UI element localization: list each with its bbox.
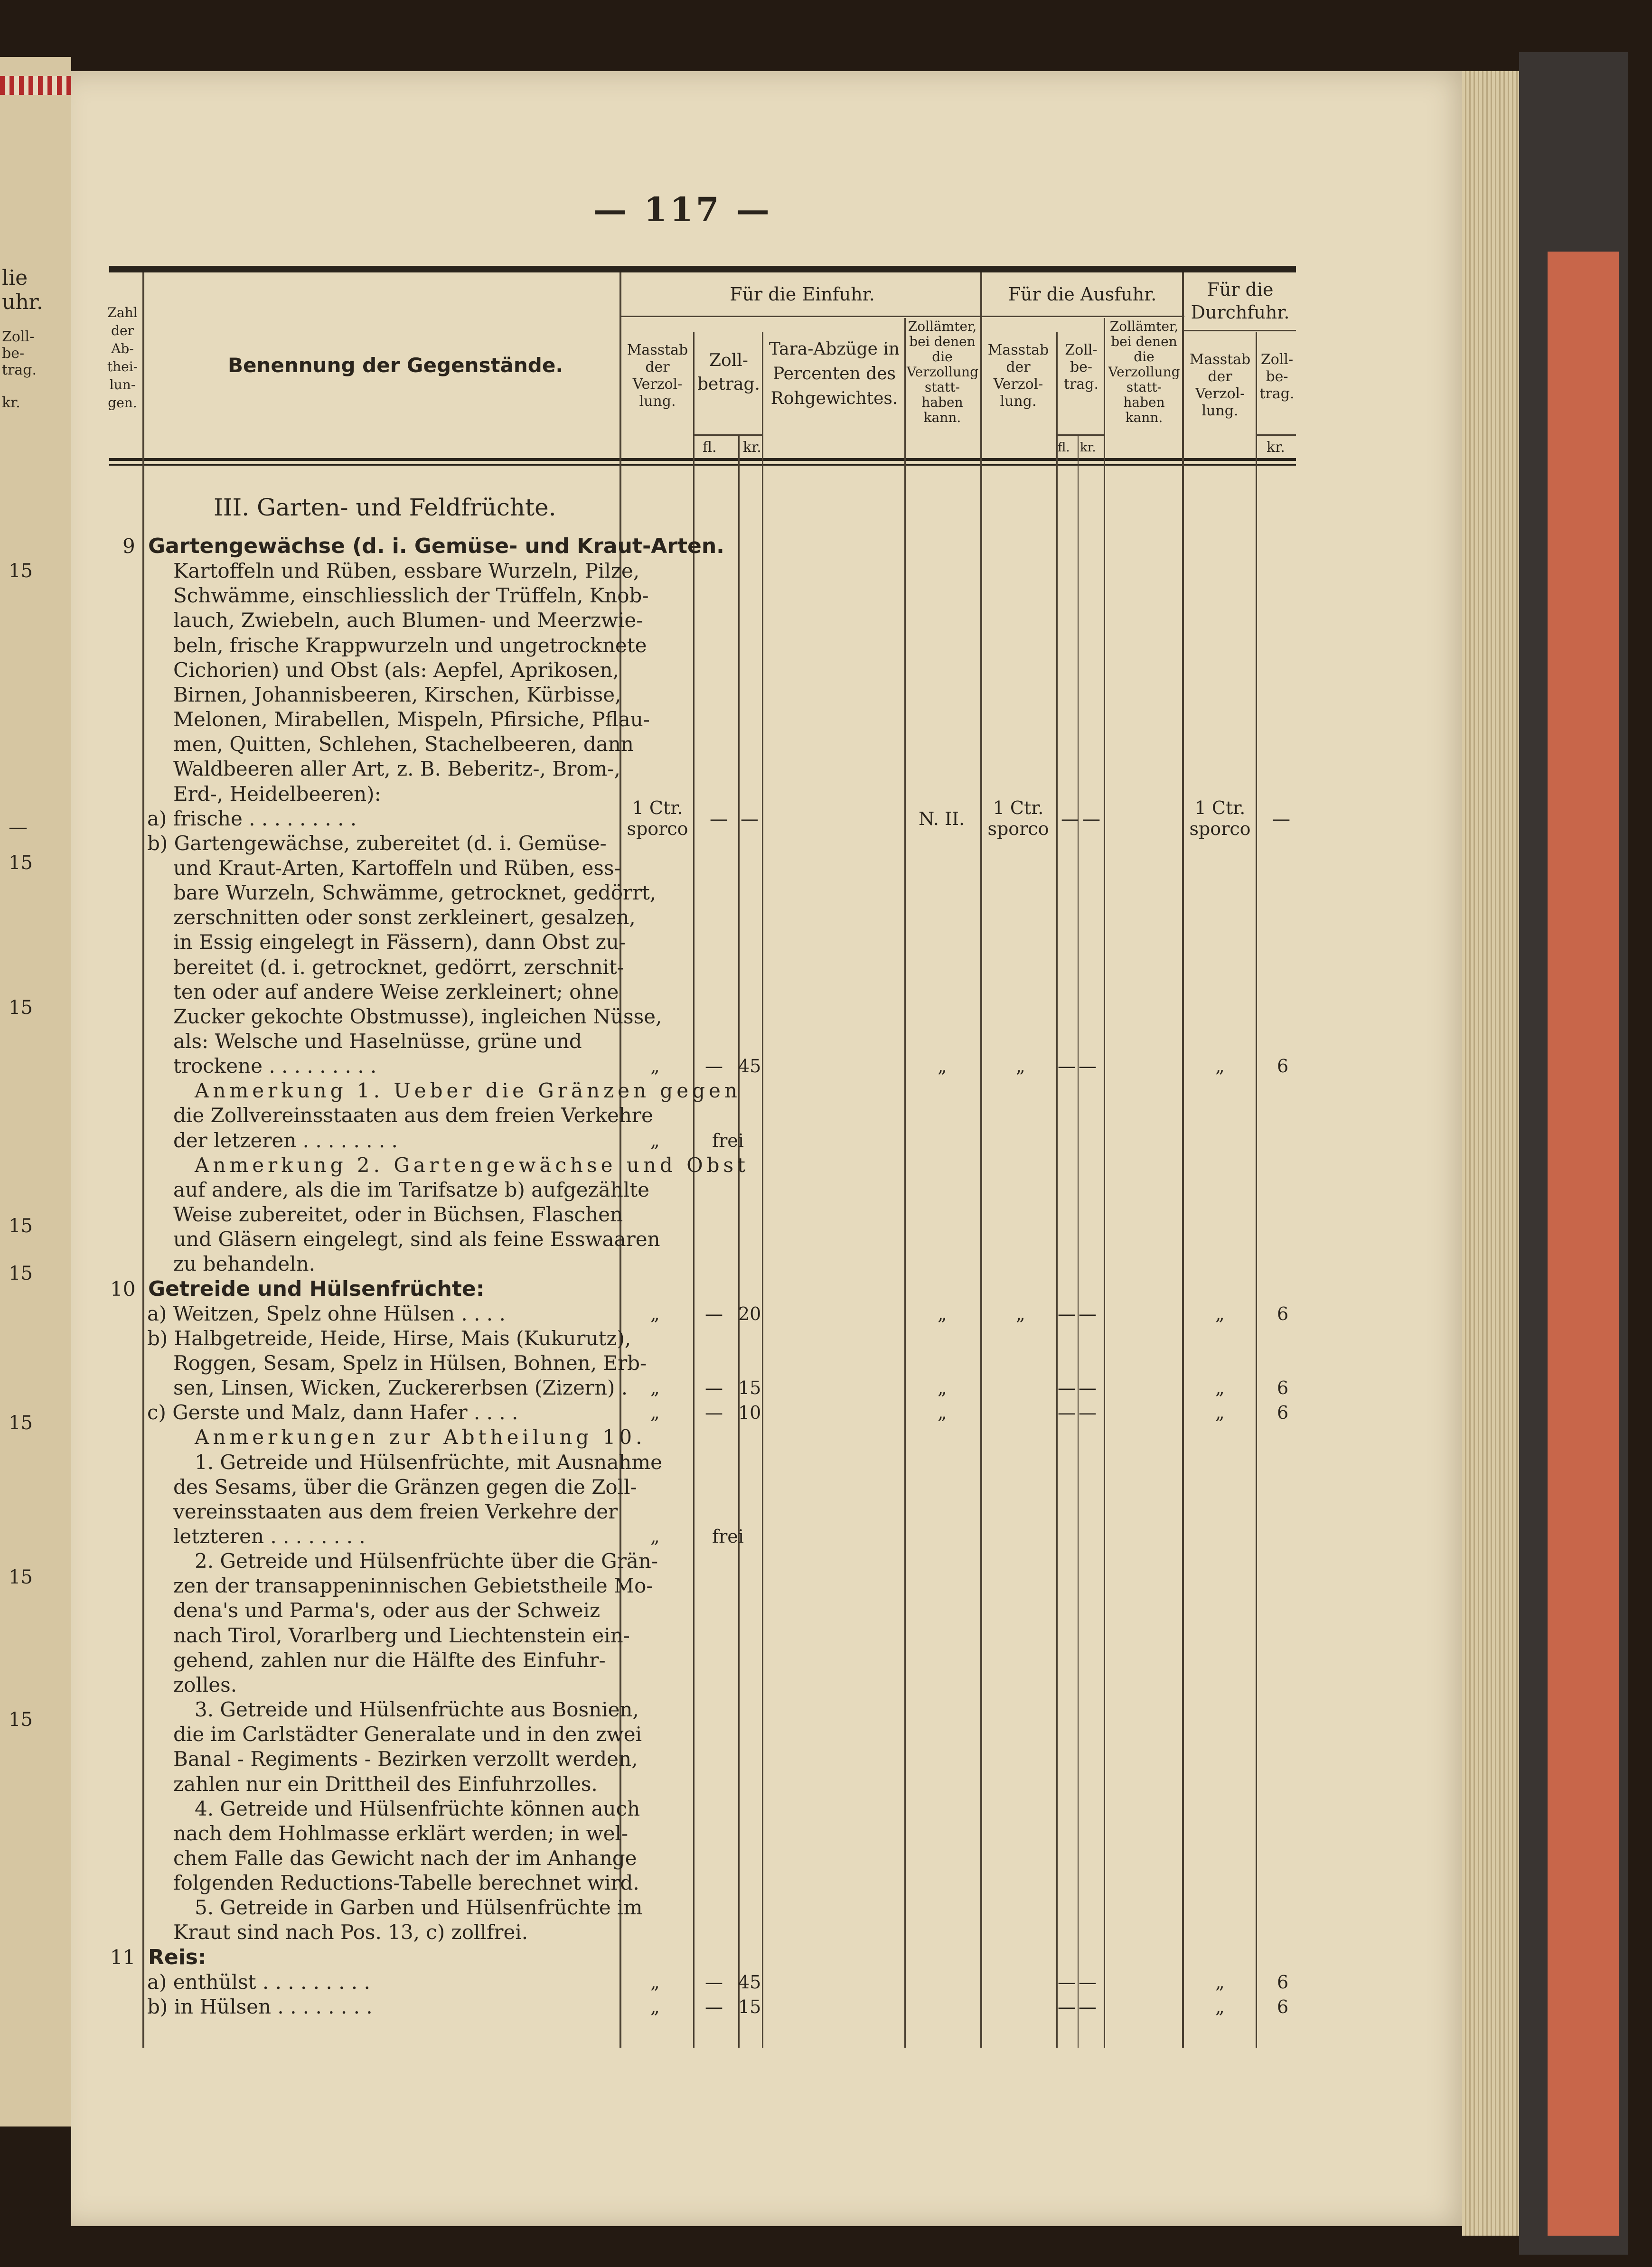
table-cell: — [1079, 1056, 1097, 1077]
header-zollbetrag: Zoll-betrag. [697, 351, 760, 394]
table-cell: — [1079, 1971, 1097, 1993]
text-line: Getreide und Hülsenfrüchte: [148, 1276, 485, 1301]
table-cell: — [705, 1971, 723, 1993]
flkr-rule [1256, 434, 1296, 436]
text-line: vereinsstaaten aus dem freien Verkehre der [173, 1499, 618, 1523]
top-rule [109, 266, 1296, 272]
left-value: 15 [9, 560, 33, 582]
text-line: der letzeren . . . . . . . . [173, 1128, 398, 1152]
header-zollaemter: Zollämter, bei denen die Verzollung statt-haben kann. [907, 319, 979, 425]
text-line: Melonen, Mirabellen, Mispeln, Pfirsiche, Pflau- [173, 708, 650, 731]
table-cell: „ [938, 1056, 947, 1077]
text-line: folgenden Reductions-Tabelle berechnet wird. [173, 1871, 639, 1895]
flkr-rule [1056, 434, 1105, 436]
text-line: zahlen nur ein Drittheil des Einfuhrzolles. [173, 1772, 598, 1796]
left-value: 15 [9, 852, 33, 874]
einfuhr-ausfuhr-rule [620, 316, 1184, 317]
ausfuhr-masstab [983, 797, 1054, 839]
value-ctr: 1 Ctr. [1194, 797, 1246, 818]
table-cell: — [1079, 1996, 1097, 2017]
text-line: Anmerkung 1. Ueber die Gränzen gegen [195, 1079, 741, 1103]
table-cell: — [1058, 1971, 1076, 1993]
text-line: bereitet (d. i. getrocknet, gedörrt, zerschnit- [173, 955, 624, 979]
table-cell: 6 [1277, 1402, 1289, 1424]
col-rule [1056, 332, 1058, 2048]
table-cell: — [1058, 1996, 1076, 2017]
table-cell: 6 [1277, 1996, 1289, 2017]
table-cell: „ [1215, 1377, 1225, 1399]
table-cell: „ [650, 1303, 660, 1324]
header-zollaemter-ausfuhr: Zollämter, bei denen die Verzollung statt-haben kann. [1108, 319, 1180, 425]
left-value: 15 [9, 1263, 33, 1284]
table-cell: „ [650, 1377, 660, 1399]
text-line: b) Gartengewächse, zubereitet (d. i. Gemüse- [147, 831, 607, 855]
text-line: a) frische . . . . . . . . . [147, 806, 357, 830]
table-cell: — [1058, 1377, 1076, 1399]
col-rule [738, 434, 740, 2048]
table-cell: frei [712, 1526, 744, 1547]
header-bottom-rule [109, 458, 1296, 461]
text-line: Birnen, Johannisbeeren, Kirschen, Kürbisse, [173, 683, 621, 706]
header-zollbetrag-durchfuhr: Zoll-be-trag. [1259, 351, 1295, 402]
table-cell: 15 [738, 1377, 761, 1399]
col-rule [142, 272, 144, 2048]
text-line: Anmerkungen zur Abtheilung 10. [195, 1425, 646, 1449]
section-number: 11 [110, 1945, 136, 1969]
header-benennung: Benennung der Gegenstände. [228, 354, 563, 377]
table-cell: „ [650, 1402, 660, 1424]
table-cell: 10 [738, 1402, 761, 1424]
table-cell: 45 [738, 1056, 761, 1077]
table-cell: „ [650, 1996, 660, 2017]
page-number: — 117 — [593, 190, 772, 229]
text-line: auf andere, als die im Tarifsatze b) aufgezählte [173, 1178, 649, 1201]
table-cell: „ [1215, 1303, 1225, 1324]
col-rule [1256, 332, 1257, 2048]
text-line: nach Tirol, Vorarlberg und Liechtenstein ein- [173, 1623, 630, 1647]
text-line: sen, Linsen, Wicken, Zuckererbsen (Zizern) . [173, 1376, 628, 1400]
text-line: die Zollvereinsstaaten aus dem freien Verkehre [173, 1104, 653, 1127]
table-cell: — [705, 1996, 723, 2017]
text-line: Banal - Regiments - Bezirken verzollt werden, [173, 1747, 638, 1771]
header-fl: fl. [1058, 440, 1070, 455]
text-line: bare Wurzeln, Schwämme, getrocknet, gedörrt, [173, 881, 657, 905]
header-kr: kr. [1080, 440, 1096, 455]
table-cell: „ [1016, 1056, 1025, 1077]
table-cell: — [1272, 808, 1290, 829]
text-line: trockene . . . . . . . . . [173, 1054, 377, 1078]
text-line: lauch, Zwiebeln, auch Blumen- und Meerzwie- [173, 609, 643, 632]
text-line: Kartoffeln und Rüben, essbare Wurzeln, Pilze, [173, 559, 640, 583]
text-line: dena's und Parma's, oder aus der Schweiz [173, 1599, 601, 1622]
section-number: 9 [122, 534, 135, 558]
text-line: Schwämme, einschliesslich der Trüffeln, Knob- [173, 584, 649, 608]
durchfuhr-rule [1182, 330, 1296, 331]
left-value: 15 [9, 1566, 33, 1588]
table-cell: 6 [1277, 1377, 1289, 1399]
text-line: men, Quitten, Schlehen, Stachelbeeren, dann [173, 732, 634, 756]
text-line: beln, frische Krappwurzeln und ungetrocknete [173, 633, 647, 657]
table-cell: — [741, 808, 759, 829]
header-masstab-ausfuhr: Masstab der Verzol-lung. [987, 342, 1049, 410]
table-cell: 6 [1277, 1971, 1289, 1993]
left-header-line: be- [2, 345, 25, 362]
table-cell: „ [938, 1402, 947, 1424]
table-cell: — [710, 808, 728, 829]
left-value: — [9, 816, 28, 838]
text-line: Anmerkung 2. Gartengewächse und Obst [195, 1153, 749, 1177]
text-line: zerschnitten oder sonst zerkleinert, gesalzen, [173, 906, 636, 929]
text-line: und Gläsern eingelegt, sind als feine Esswaaren [173, 1227, 660, 1251]
text-line: Waldbeeren aller Art, z. B. Beberitz-, Brom-, [173, 757, 620, 781]
flkr-rule [693, 434, 763, 436]
text-line: 4. Getreide und Hülsenfrüchte können auch [195, 1797, 640, 1820]
left-header-line: kr. [2, 394, 20, 411]
col-rule [1182, 272, 1184, 2048]
table-cell: „ [938, 1377, 947, 1399]
table-cell: — [705, 1056, 723, 1077]
durchfuhr-masstab [1184, 797, 1256, 839]
table-cell: 15 [738, 1996, 761, 2017]
text-line: als: Welsche und Haselnüsse, grüne und [173, 1030, 582, 1053]
text-line: Erd-, Heidelbeeren): [173, 782, 381, 806]
header-tara: Tara-Abzüge in Percenten des Rohgewichtes. [769, 339, 900, 408]
left-value: 15 [9, 1412, 33, 1434]
table-cell: „ [650, 1526, 660, 1547]
col-rule [904, 318, 906, 2048]
text-line: 1. Getreide und Hülsenfrüchte, mit Ausnahme [195, 1450, 662, 1474]
text-line: Zucker gekochte Obstmusse), ingleichen Nüsse, [173, 1004, 662, 1028]
book-cover-red [1548, 252, 1619, 2236]
table-cell: — [1058, 1402, 1076, 1424]
table-cell: „ [650, 1130, 660, 1151]
text-line: b) in Hülsen . . . . . . . . [147, 1995, 373, 2018]
header-kr: kr. [1267, 439, 1285, 456]
table-cell: „ [650, 1056, 660, 1077]
text-line: 2. Getreide und Hülsenfrüchte über die Grän- [195, 1549, 658, 1573]
left-value: 15 [9, 1709, 33, 1731]
col-rule [762, 332, 763, 2048]
header-zollbetrag-ausfuhr: Zoll-be-trag. [1063, 342, 1099, 393]
table-cell: 6 [1277, 1303, 1289, 1324]
header-durchfuhr: Für die Durchfuhr. [1191, 279, 1290, 323]
section-number: 10 [110, 1277, 136, 1301]
text-line: zu behandeln. [173, 1252, 315, 1276]
header-masstab-durchfuhr: Masstab der Verzol-lung. [1189, 351, 1251, 419]
text-line: Roggen, Sesam, Spelz in Hülsen, Bohnen, Erb- [173, 1351, 647, 1375]
table-cell: „ [1215, 1996, 1225, 2017]
table-cell: „ [938, 1303, 947, 1324]
text-line: gehend, zahlen nur die Hälfte des Einfuhr- [173, 1648, 606, 1672]
text-line: Cichorien) und Obst (als: Aepfel, Aprikosen, [173, 658, 619, 682]
text-line: des Sesams, über die Gränzen gegen die Zoll- [173, 1475, 637, 1499]
left-value: 15 [9, 997, 33, 1019]
table-cell: — [705, 1377, 723, 1399]
table-cell: — [1061, 808, 1079, 829]
text-line: die im Carlstädter Generalate und in den zwei [173, 1723, 642, 1746]
col-rule [693, 332, 695, 2048]
text-line: b) Halbgetreide, Heide, Hirse, Mais (Kukurutz), [147, 1326, 631, 1350]
table-cell: — [1079, 1303, 1097, 1324]
table-cell: „ [1016, 1303, 1025, 1324]
table-cell: — [705, 1402, 723, 1424]
table-cell: 20 [738, 1303, 761, 1324]
text-line: a) enthülst . . . . . . . . . [147, 1970, 370, 1994]
text-line: c) Gerste und Malz, dann Hafer . . . . [147, 1401, 518, 1424]
text-line: 5. Getreide in Garben und Hülsenfrüchte im [195, 1896, 643, 1920]
table-cell: „ [1215, 1056, 1225, 1077]
text-line: in Essig eingelegt in Fässern), dann Obst zu- [173, 930, 626, 954]
col-rule [1078, 434, 1079, 2048]
text-line: letzteren . . . . . . . . [173, 1525, 366, 1548]
left-value: 15 [9, 1215, 33, 1237]
left-header-line: lie [2, 266, 28, 290]
text-line: chem Falle das Gewicht nach der im Anhange [173, 1846, 637, 1870]
section-title: III. Garten- und Feldfrüchte. [214, 494, 556, 521]
text-line: zolles. [173, 1673, 237, 1696]
text-line: Kraut sind nach Pos. 13, c) zollfrei. [173, 1920, 528, 1944]
value-sporco: sporco [1189, 818, 1251, 839]
text-line: nach dem Hohlmasse erklärt werden; in wel- [173, 1821, 629, 1845]
value-ctr: 1 Ctr. [993, 797, 1044, 818]
header-einfuhr: Für die Einfuhr. [730, 284, 875, 305]
text-line: a) Weitzen, Spelz ohne Hülsen . . . . [147, 1302, 506, 1325]
left-header-line: uhr. [2, 290, 43, 314]
table-cell: „ [1215, 1971, 1225, 1993]
header-zahl: Zahl der Ab-thei-lun-gen. [107, 305, 138, 411]
value-sporco: sporco [987, 818, 1049, 839]
col-rule [1104, 318, 1105, 2048]
text-line: 3. Getreide und Hülsenfrüchte aus Bosnien, [195, 1698, 639, 1722]
text-line: und Kraut-Arten, Kartoffeln und Rüben, ess- [173, 856, 621, 880]
table-cell: — [1082, 808, 1100, 829]
header-bottom-rule-thin [109, 464, 1296, 466]
table-cell: — [1079, 1402, 1097, 1424]
col-rule [980, 272, 982, 2048]
table-cell: 6 [1277, 1056, 1289, 1077]
table-cell: N. II. [919, 808, 965, 829]
left-header-line: Zoll- [2, 328, 35, 345]
text-line: Gartengewächse (d. i. Gemüse- und Kraut-Arten. [148, 534, 724, 558]
text-line: Weise zubereitet, oder in Büchsen, Flaschen [173, 1203, 623, 1227]
left-header-line: trag. [2, 362, 37, 378]
header-masstab: Masstab der Verzol-lung. [627, 342, 688, 410]
table-cell: „ [650, 1971, 660, 1993]
text-line: Reis: [148, 1945, 206, 1969]
table-cell: „ [1215, 1402, 1225, 1424]
table-cell: — [1058, 1303, 1076, 1324]
value-sporco: sporco [627, 818, 688, 839]
value-ctr: 1 Ctr. [632, 797, 683, 818]
header-fl: fl. [703, 439, 717, 456]
table-cell: 45 [738, 1971, 761, 1993]
text-line: zen der transappeninnischen Gebietstheile Mo- [173, 1574, 653, 1598]
einfuhr-masstab [622, 797, 693, 839]
left-header [2, 266, 43, 411]
table-cell: — [705, 1303, 723, 1324]
table-cell: frei [712, 1130, 744, 1151]
text-line: ten oder auf andere Weise zerkleinert; ohne [173, 980, 619, 1003]
page-edges [1462, 71, 1529, 2236]
header-ausfuhr: Für die Ausfuhr. [1008, 284, 1157, 305]
table-cell: — [1058, 1056, 1076, 1077]
header-kr: kr. [743, 439, 761, 456]
table-cell: — [1079, 1377, 1097, 1399]
